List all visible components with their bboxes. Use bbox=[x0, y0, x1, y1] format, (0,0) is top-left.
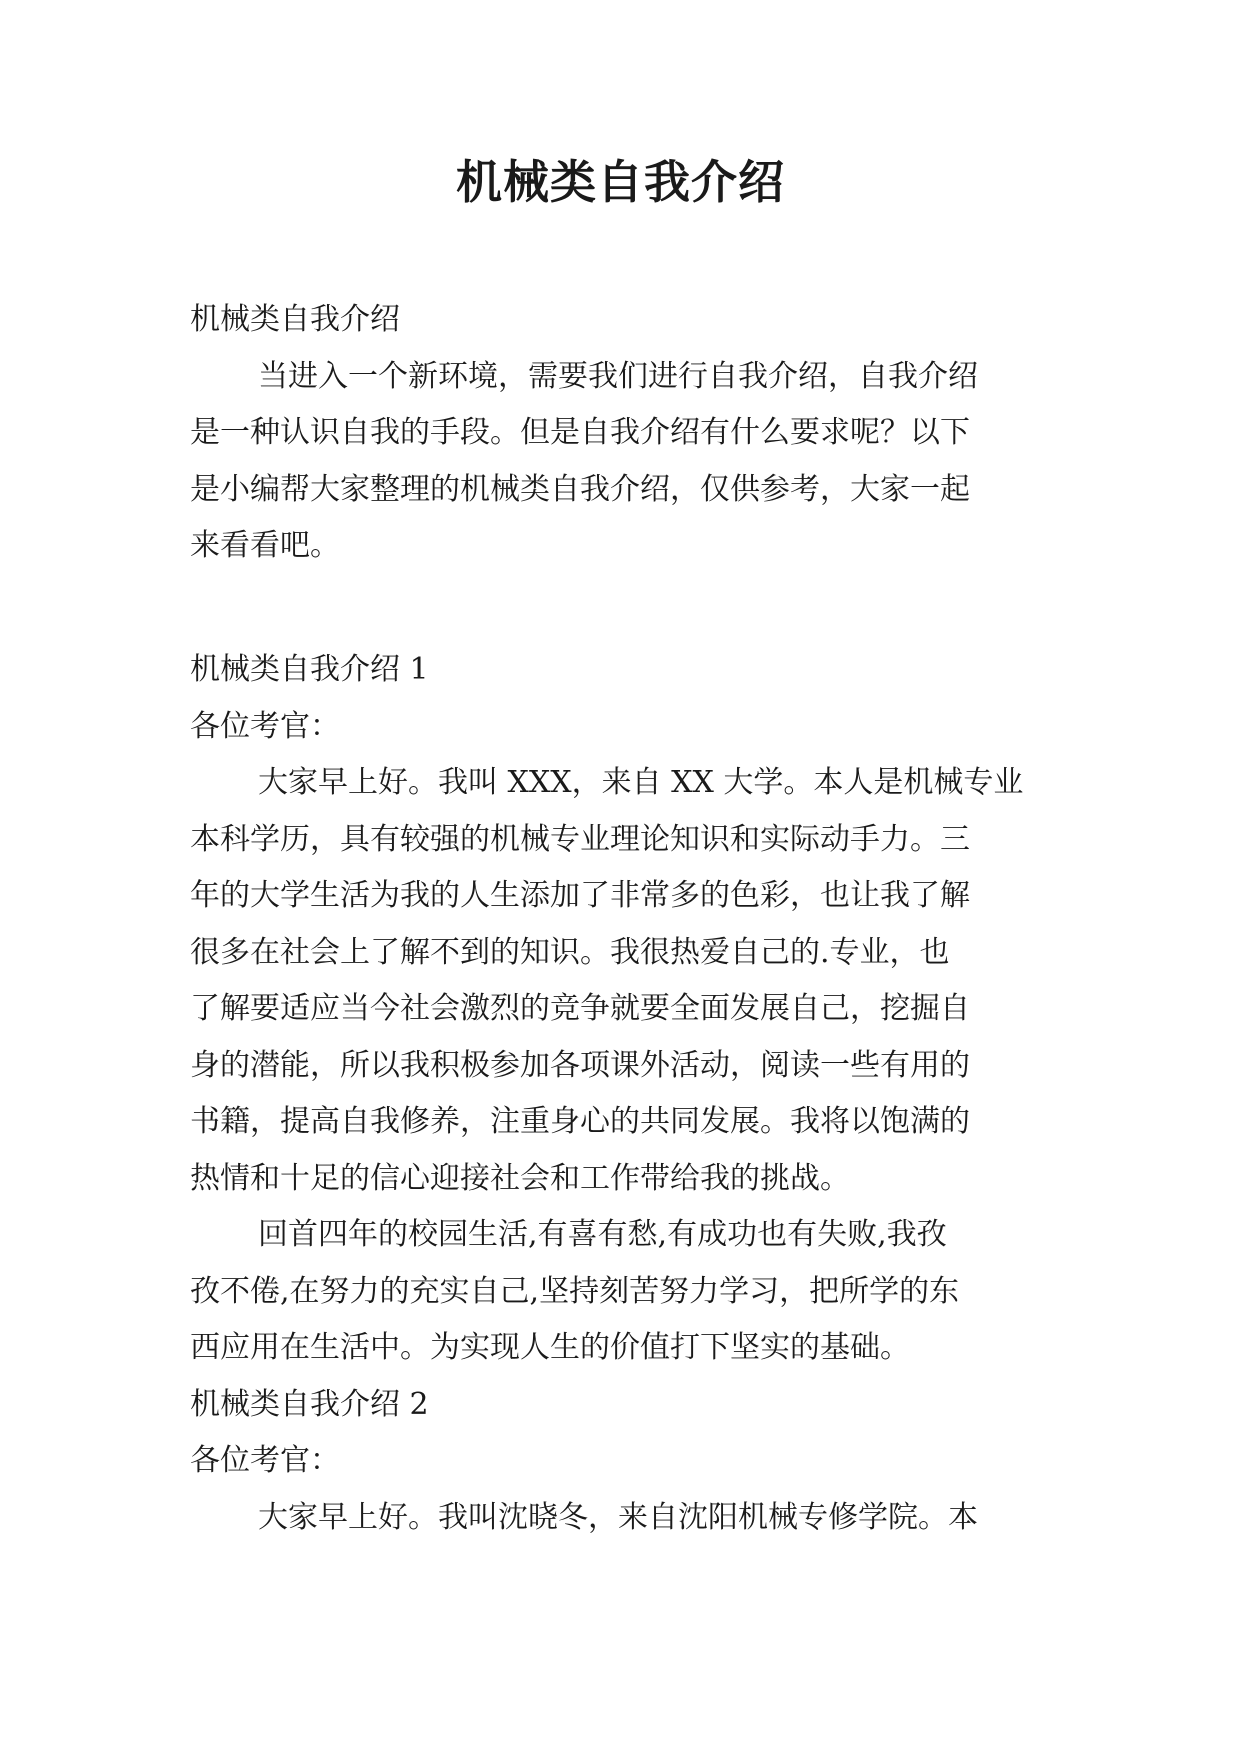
paragraph-line: 热情和十足的信心迎接社会和工作带给我的挑战。 bbox=[190, 1160, 850, 1196]
paragraph-line: 大家早上好。我叫 XXX，来自 XX 大学。本人是机械专业 bbox=[258, 765, 1024, 800]
intro-paragraph bbox=[190, 349, 1055, 575]
section-1-paragraph-1 bbox=[190, 755, 1055, 1207]
intro-line: 是一种认识自我的手段。但是自我介绍有什么要求呢？以下 bbox=[190, 415, 970, 450]
paragraph-line: 本科学历，具有较强的机械专业理论知识和实际动手力。三 bbox=[190, 821, 970, 857]
section-2-paragraph-1 bbox=[190, 1490, 1055, 1547]
section-1-heading: 机械类自我介绍 1 bbox=[190, 652, 429, 687]
paragraph-line: 孜不倦,在努力的充实自己,坚持刻苦努力学习，把所学的东 bbox=[190, 1273, 960, 1309]
intro-line: 来看看吧。 bbox=[190, 528, 340, 563]
subtitle-heading: 机械类自我介绍 bbox=[190, 302, 400, 337]
paragraph-line: 西应用在生活中。为实现人生的价值打下坚实的基础。 bbox=[190, 1330, 910, 1365]
intro-line: 是小编帮大家整理的机械类自我介绍，仅供参考，大家一起 bbox=[190, 471, 970, 507]
paragraph-line: 书籍，提高自我修养，注重身心的共同发展。我将以饱满的 bbox=[190, 1104, 970, 1139]
section-2-salutation: 各位考官： bbox=[190, 1443, 340, 1478]
intro-line: 当进入一个新环境，需要我们进行自我介绍，自我介绍 bbox=[258, 358, 978, 394]
section-1-salutation: 各位考官： bbox=[190, 708, 340, 744]
intro-block bbox=[190, 292, 1055, 575]
section-1-block bbox=[190, 642, 1055, 1546]
paragraph-line: 大家早上好。我叫沈晓冬，来自沈阳机械专修学院。本 bbox=[258, 1499, 978, 1535]
section-2-heading: 机械类自我介绍 2 bbox=[190, 1386, 429, 1422]
paragraph-line: 很多在社会上了解不到的知识。我很热爱自己的.专业，也 bbox=[190, 934, 950, 970]
paragraph-line: 回首四年的校园生活,有喜有愁,有成功也有失败,我孜 bbox=[258, 1217, 947, 1252]
section-1-paragraph-2 bbox=[190, 1207, 1055, 1377]
document-title: 机械类自我介绍 bbox=[456, 155, 785, 209]
paragraph-line: 年的大学生活为我的人生添加了非常多的色彩，也让我了解 bbox=[190, 878, 970, 913]
paragraph-line: 了解要适应当今社会激烈的竞争就要全面发展自己，挖掘自 bbox=[190, 991, 970, 1026]
paragraph-line: 身的潜能，所以我积极参加各项课外活动，阅读一些有用的 bbox=[190, 1047, 970, 1083]
